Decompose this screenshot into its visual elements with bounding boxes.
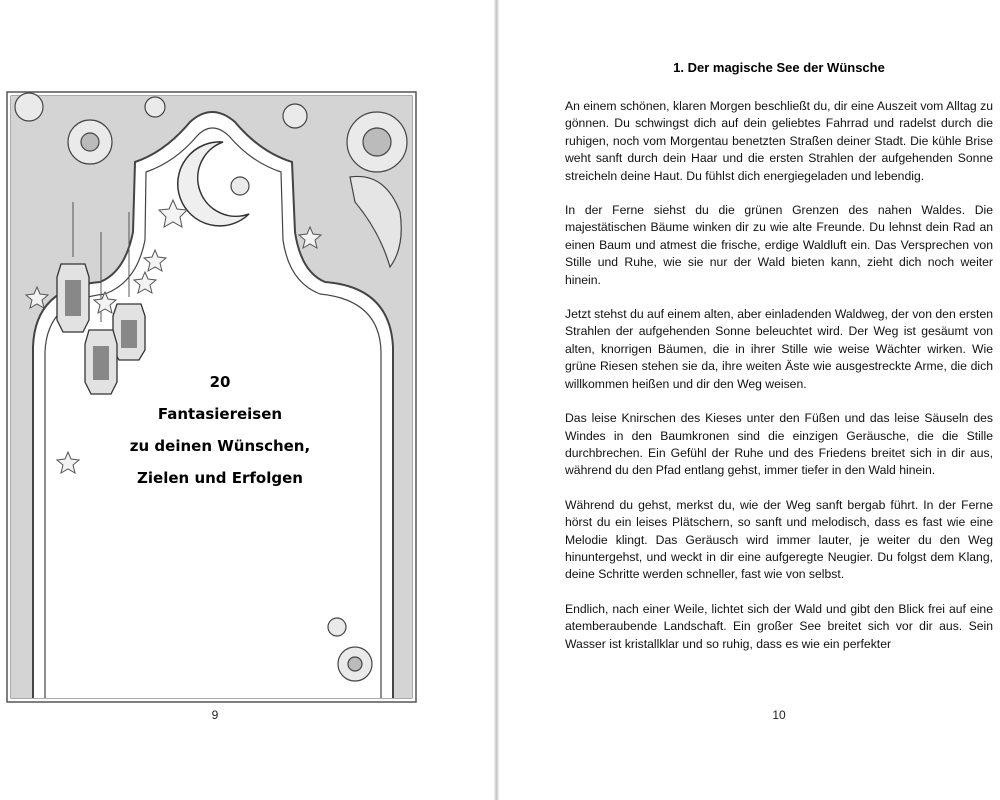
page-number-right: 10 [772,708,786,722]
chapter-title: 1. Der magische See der Wünsche [673,60,885,75]
title-line: Zielen und Erfolgen [137,469,303,487]
book-title [120,366,320,494]
paragraph: In der Ferne siehst du die grünen Grenzen des nahen Waldes. Die majestätischen Bäume winken dir zu wie alte Freunde. Du lehnst dein Rad an einen Baum und atmest die frische, erdige Waldluft ein. Das Versprechen von Stille und Ruhe, wie sie nur der Wald bieten kann, zieht dich noch weiter hinein. [565,203,993,287]
page-number-left: 9 [211,708,219,722]
title-line: Fantasiereisen [157,405,283,423]
left-page [0,0,494,800]
chapter-body [565,98,993,670]
paragraph: An einem schönen, klaren Morgen beschließt du, dir eine Auszeit vom Alltag zu gönnen. Du schwingst dich auf dein geliebtes Fahrrad und radelst durch die ruhigen, noch vom Morgentau benetzten Straßen deiner Stadt. Die kühle Brise weht sanft durch dein Haar und die ersten Strahlen der aufgehenden Sonne streicheln deine Haut. Du fühlst dich energiegeladen und lebendig. [565,99,993,183]
title-line: zu deinen Wünschen, [129,437,311,455]
title-line: 20 [209,373,231,391]
paragraph: Während du gehst, merkst du, wie der Weg sanft bergab führt. In der Ferne hörst du ein leises Plätschern, so sanft und melodisch, dass es fast wie eine Melodie klingt. Das Geräusch wird immer lauter, je weiter du den Weg hinuntergehst, und weckt in dir eine aufgeregte Neugier. Du folgst dem Klang, deine Schritte werden schneller, fast wie von selbst. [565,497,993,582]
paragraph: Endlich, nach einer Weile, lichtet sich der Wald und gibt den Blick frei auf eine atemberaubende Landschaft. Ein großer See breitet sich vor dir aus. Sein Wasser ist kristallklar und so ruhig, dass es wie ein perfekter [565,601,993,651]
paragraph: Das leise Knirschen des Kieses unter den Füßen und das leise Säuseln des Windes in den Baumkronen sind die einzigen Geräusche, die die Stille durchbrechen. Ein Gefühl der Ruhe und des Friedens breitet sich in dir aus, während du den Pfad entlang gehst, immer tiefer in den Wald hinein. [565,411,993,478]
paragraph: Jetzt stehst du auf einem alten, aber einladenden Waldweg, der von den ersten Strahlen der aufgehenden Sonne beleuchtet wird. Der Weg ist gesäumt von alten, knorrigen Bäumen, die in ihrer Stille wie weise Wächter wirken. Wie grüne Riesen stehen sie da, ihre weiten Äste wie ausgestreckte Arme, die dich willkommen heißen und dir den Weg weisen. [565,307,993,391]
right-page [499,0,1000,800]
